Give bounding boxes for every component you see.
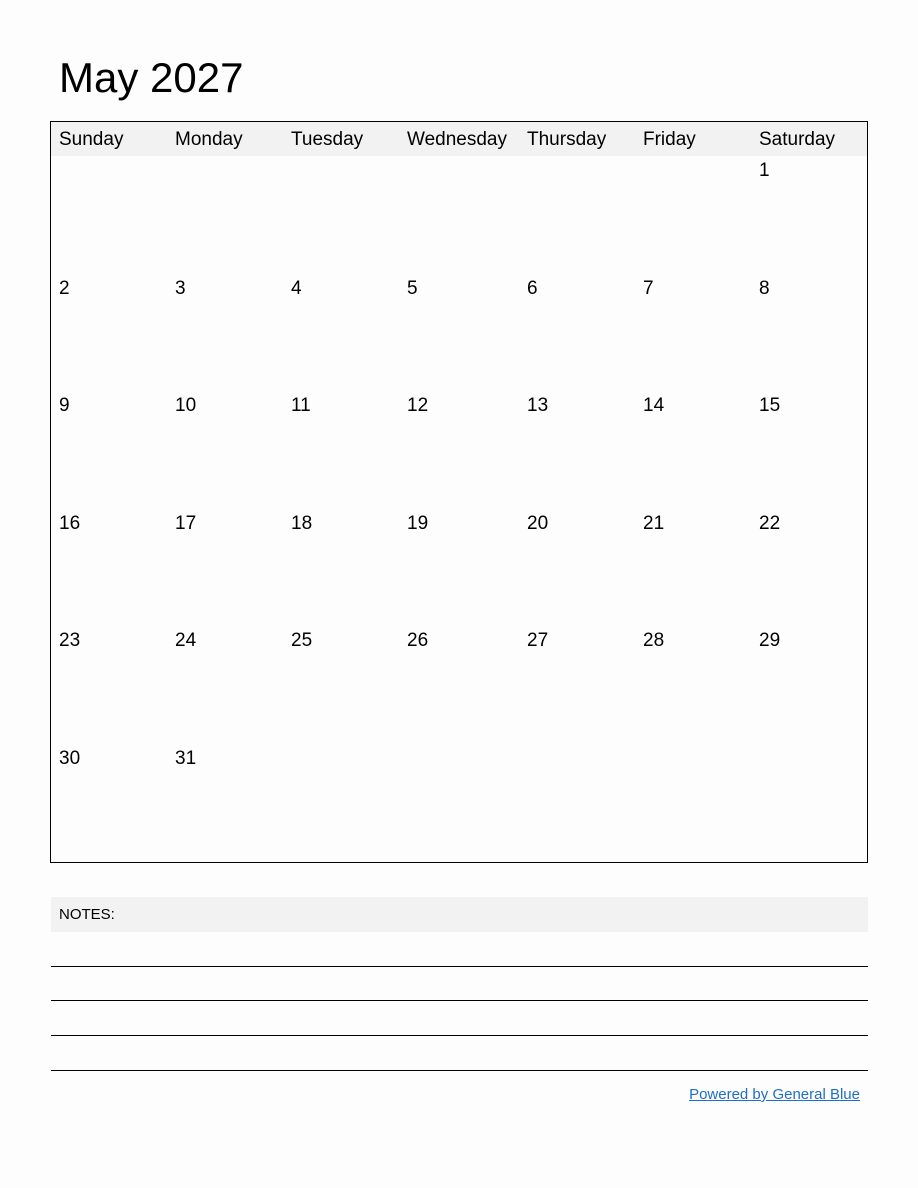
calendar-grid xyxy=(50,121,868,863)
day-number: 2 xyxy=(59,278,70,299)
weekday-saturday: Saturday xyxy=(759,129,836,150)
day-number: 10 xyxy=(175,395,197,416)
day-number: 22 xyxy=(759,513,781,534)
weekday-sunday: Sunday xyxy=(59,129,124,150)
day-number: 30 xyxy=(59,748,81,769)
day-number: 18 xyxy=(291,513,313,534)
weekday-tuesday: Tuesday xyxy=(291,129,364,150)
day-number: 31 xyxy=(175,748,197,769)
weekday-thursday: Thursday xyxy=(527,129,607,150)
weekday-monday: Monday xyxy=(175,129,243,150)
note-line xyxy=(51,1000,868,1001)
notes-header xyxy=(51,897,868,932)
day-number: 16 xyxy=(59,513,81,534)
day-number: 5 xyxy=(407,278,418,299)
day-number: 20 xyxy=(527,513,549,534)
weekday-header-row xyxy=(51,122,867,156)
day-number: 17 xyxy=(175,513,197,534)
day-number: 21 xyxy=(643,513,665,534)
day-number: 15 xyxy=(759,395,781,416)
day-number: 3 xyxy=(175,278,186,299)
day-number: 26 xyxy=(407,630,429,651)
weekday-wednesday: Wednesday xyxy=(407,129,507,150)
weekday-friday: Friday xyxy=(643,129,696,150)
note-line xyxy=(51,1035,868,1036)
day-number: 12 xyxy=(407,395,429,416)
note-line xyxy=(51,1070,868,1071)
note-line xyxy=(51,966,868,967)
day-number: 27 xyxy=(527,630,549,651)
notes-label: NOTES: xyxy=(59,906,115,923)
day-number: 24 xyxy=(175,630,197,651)
day-number: 25 xyxy=(291,630,313,651)
day-number: 29 xyxy=(759,630,781,651)
day-number: 6 xyxy=(527,278,538,299)
day-number: 7 xyxy=(643,278,654,299)
day-number: 28 xyxy=(643,630,665,651)
day-number: 1 xyxy=(759,160,770,181)
day-number: 13 xyxy=(527,395,549,416)
day-number: 14 xyxy=(643,395,665,416)
day-number: 23 xyxy=(59,630,81,651)
day-number: 8 xyxy=(759,278,770,299)
day-number: 4 xyxy=(291,278,302,299)
day-number: 9 xyxy=(59,395,70,416)
powered-by-link[interactable]: Powered by General Blue xyxy=(689,1086,860,1103)
page-title: May 2027 xyxy=(59,54,244,101)
day-number: 19 xyxy=(407,513,429,534)
day-number: 11 xyxy=(291,395,311,416)
